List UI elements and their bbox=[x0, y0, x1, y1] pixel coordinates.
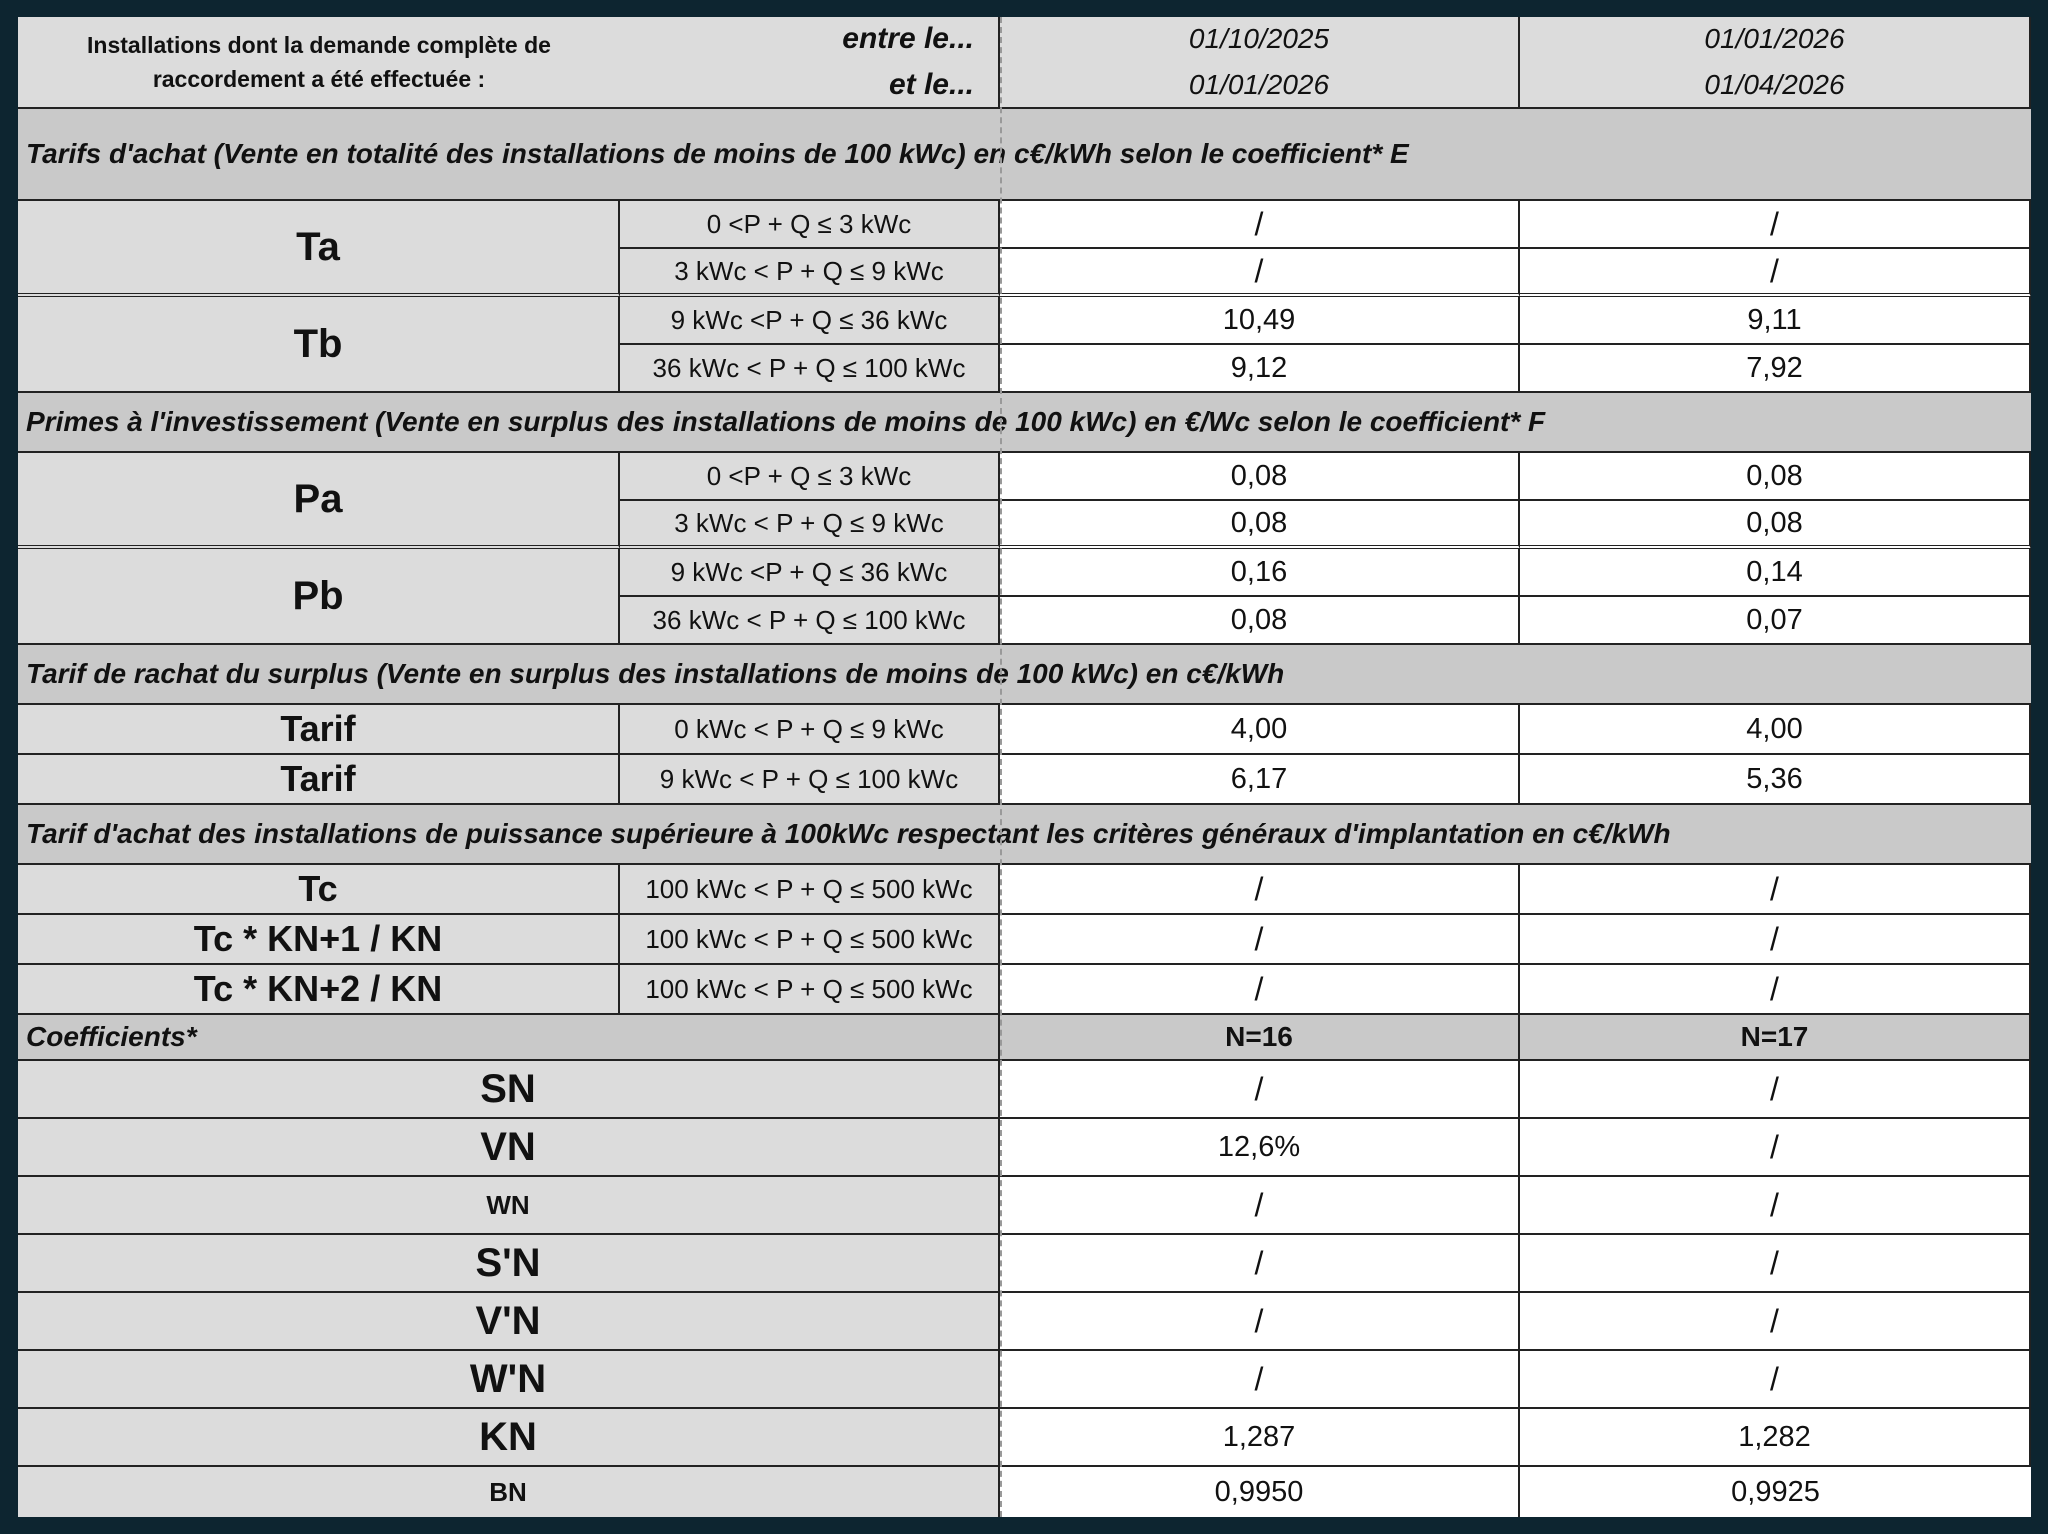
value-pb1-p1: 0,16 bbox=[1000, 549, 1520, 597]
range-36-100: 36 kWc < P + Q ≤ 100 kWc bbox=[620, 345, 1000, 393]
row-tc1 bbox=[18, 915, 2031, 965]
coef-label: V'N bbox=[18, 1293, 1000, 1351]
value-tc-p1: / bbox=[1000, 865, 1520, 915]
coef-value-1: / bbox=[1000, 1235, 1520, 1293]
value-tb1-p1: 10,49 bbox=[1000, 297, 1520, 345]
value-tc2-p1: / bbox=[1000, 965, 1520, 1015]
label-tc: Tc bbox=[18, 865, 620, 915]
row-tc2 bbox=[18, 965, 2031, 1015]
coef-row-w-prime-n bbox=[18, 1351, 2031, 1409]
range-100-500: 100 kWc < P + Q ≤ 500 kWc bbox=[620, 915, 1000, 965]
value-pa1-p1: 0,08 bbox=[1000, 453, 1520, 501]
range-9-100: 9 kWc < P + Q ≤ 100 kWc bbox=[620, 755, 1000, 805]
range-3-9: 3 kWc < P + Q ≤ 9 kWc bbox=[620, 501, 1000, 549]
range-0-9: 0 kWc < P + Q ≤ 9 kWc bbox=[620, 705, 1000, 755]
range-3-9: 3 kWc < P + Q ≤ 9 kWc bbox=[620, 249, 1000, 297]
value-pb2-p1: 0,08 bbox=[1000, 597, 1520, 645]
coef-label: S'N bbox=[18, 1235, 1000, 1293]
coef-label: KN bbox=[18, 1409, 1000, 1467]
period2-start: 01/01/2026 bbox=[1704, 23, 1845, 54]
period1-start: 01/10/2025 bbox=[1188, 23, 1330, 54]
section-title: Tarif de rachat du surplus (Vente en surplus des installations de moins de 100 kWc) en c€/kWh bbox=[26, 658, 1285, 689]
coef-row-s-prime-n bbox=[18, 1235, 2031, 1293]
value-ta2-p2: / bbox=[1520, 249, 2031, 297]
coef-row-bn bbox=[18, 1467, 2031, 1517]
value-surplus1-p2: 4,00 bbox=[1520, 705, 2031, 755]
coef-value-1: 12,6% bbox=[1000, 1119, 1520, 1177]
section-title: Tarifs d'achat (Vente en totalité des installations de moins de 100 kWc) en c€/kWh selon le coefficient* E bbox=[26, 138, 1409, 169]
range-9-36: 9 kWc <P + Q ≤ 36 kWc bbox=[620, 297, 1000, 345]
value-ta1-p2: / bbox=[1520, 201, 2031, 249]
header-between: entre le... bbox=[842, 22, 974, 55]
value-tc-p2: / bbox=[1520, 865, 2031, 915]
period2-end: 01/04/2026 bbox=[1704, 69, 1845, 100]
coef-value-2: / bbox=[1520, 1177, 2031, 1235]
coef-value-1: / bbox=[1000, 1351, 1520, 1409]
coef-value-1: 0,9950 bbox=[1000, 1467, 1520, 1517]
value-tb1-p2: 9,11 bbox=[1520, 297, 2031, 345]
dashed-guide-line bbox=[1000, 17, 1002, 1517]
group-tb bbox=[18, 297, 2031, 393]
header-label-line1: Installations dont la demande complète de bbox=[87, 32, 551, 58]
section-grandes-installations bbox=[18, 805, 2031, 865]
coef-value-1: / bbox=[1000, 1061, 1520, 1119]
value-ta1-p1: / bbox=[1000, 201, 1520, 249]
range-9-36: 9 kWc <P + Q ≤ 36 kWc bbox=[620, 549, 1000, 597]
coef-value-2: / bbox=[1520, 1351, 2031, 1409]
group-ta bbox=[18, 201, 2031, 297]
value-pb1-p2: 0,14 bbox=[1520, 549, 2031, 597]
coef-value-2: / bbox=[1520, 1061, 2031, 1119]
coef-label: WN bbox=[18, 1177, 1000, 1235]
range-100-500: 100 kWc < P + Q ≤ 500 kWc bbox=[620, 865, 1000, 915]
value-pa2-p1: 0,08 bbox=[1000, 501, 1520, 549]
range-0-3: 0 <P + Q ≤ 3 kWc bbox=[620, 453, 1000, 501]
header-label-line2: raccordement a été effectuée : bbox=[152, 66, 486, 92]
label-tc1: Tc * KN+1 / KN bbox=[18, 915, 620, 965]
value-pb2-p2: 0,07 bbox=[1520, 597, 2031, 645]
label-pb: Pb bbox=[18, 549, 620, 645]
row-surplus-2 bbox=[18, 755, 2031, 805]
group-pa bbox=[18, 453, 2031, 549]
value-tc1-p1: / bbox=[1000, 915, 1520, 965]
header-label bbox=[18, 17, 620, 109]
value-surplus2-p2: 5,36 bbox=[1520, 755, 2031, 805]
header-period2 bbox=[1520, 17, 2031, 109]
value-pa2-p2: 0,08 bbox=[1520, 501, 2031, 549]
coef-label: W'N bbox=[18, 1351, 1000, 1409]
value-surplus2-p1: 6,17 bbox=[1000, 755, 1520, 805]
range-0-3: 0 <P + Q ≤ 3 kWc bbox=[620, 201, 1000, 249]
coef-row-sn bbox=[18, 1061, 2031, 1119]
tariff-table bbox=[18, 17, 2031, 1517]
section-primes bbox=[18, 393, 2031, 453]
coef-value-2: / bbox=[1520, 1293, 2031, 1351]
row-tc bbox=[18, 865, 2031, 915]
section-title: Primes à l'investissement (Vente en surplus des installations de moins de 100 kWc) en €/Wc selon le coefficient* F bbox=[26, 406, 1546, 437]
header-row bbox=[18, 17, 2031, 109]
coef-value-2: 0,9925 bbox=[1520, 1467, 2031, 1517]
value-tb2-p2: 7,92 bbox=[1520, 345, 2031, 393]
coef-label: BN bbox=[18, 1467, 1000, 1517]
row-coefficients-header bbox=[18, 1015, 2031, 1061]
n-header-1: N=16 bbox=[1000, 1015, 1520, 1061]
coef-label: SN bbox=[18, 1061, 1000, 1119]
header-and: et le... bbox=[888, 68, 974, 101]
coef-row-vn bbox=[18, 1119, 2031, 1177]
value-tb2-p1: 9,12 bbox=[1000, 345, 1520, 393]
label-ta: Ta bbox=[18, 201, 620, 297]
row-surplus-1 bbox=[18, 705, 2031, 755]
section-title: Coefficients* bbox=[26, 1021, 197, 1052]
value-tc2-p2: / bbox=[1520, 965, 2031, 1015]
period1-end: 01/01/2026 bbox=[1188, 69, 1330, 100]
coefficients-title-cell bbox=[18, 1015, 1000, 1061]
range-36-100: 36 kWc < P + Q ≤ 100 kWc bbox=[620, 597, 1000, 645]
value-ta2-p1: / bbox=[1000, 249, 1520, 297]
label-tc2: Tc * KN+2 / KN bbox=[18, 965, 620, 1015]
label-tarif: Tarif bbox=[18, 705, 620, 755]
coef-value-2: 1,282 bbox=[1520, 1409, 2031, 1467]
group-pb bbox=[18, 549, 2031, 645]
coef-value-1: / bbox=[1000, 1293, 1520, 1351]
coef-value-2: / bbox=[1520, 1119, 2031, 1177]
coef-row-v-prime-n bbox=[18, 1293, 2031, 1351]
range-100-500: 100 kWc < P + Q ≤ 500 kWc bbox=[620, 965, 1000, 1015]
n-header-2: N=17 bbox=[1520, 1015, 2031, 1061]
label-tarif: Tarif bbox=[18, 755, 620, 805]
label-pa: Pa bbox=[18, 453, 620, 549]
value-surplus1-p1: 4,00 bbox=[1000, 705, 1520, 755]
coef-row-wn bbox=[18, 1177, 2031, 1235]
coef-row-kn bbox=[18, 1409, 2031, 1467]
value-pa1-p2: 0,08 bbox=[1520, 453, 2031, 501]
header-between-and bbox=[620, 17, 1000, 109]
value-tc1-p2: / bbox=[1520, 915, 2031, 965]
coef-value-1: / bbox=[1000, 1177, 1520, 1235]
section-tarifs-achat bbox=[18, 109, 2031, 201]
coef-value-1: 1,287 bbox=[1000, 1409, 1520, 1467]
coef-label: VN bbox=[18, 1119, 1000, 1177]
section-rachat-surplus bbox=[18, 645, 2031, 705]
header-period1 bbox=[1000, 17, 1520, 109]
section-title: Tarif d'achat des installations de puissance supérieure à 100kWc respectant les critères généraux d'implantation en c€/kWh bbox=[26, 818, 1671, 849]
label-tb: Tb bbox=[18, 297, 620, 393]
coef-value-2: / bbox=[1520, 1235, 2031, 1293]
